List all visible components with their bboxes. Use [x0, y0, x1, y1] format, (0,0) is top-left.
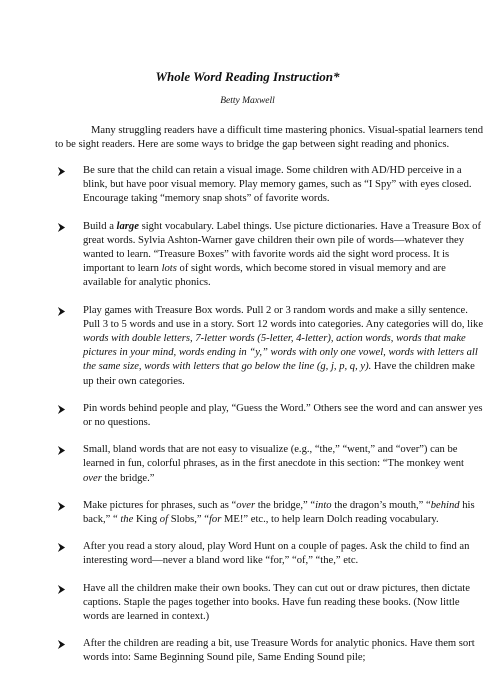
text-run: King [133, 514, 160, 526]
bullet-item [55, 220, 485, 291]
text-run: Slobs,” “ [168, 514, 209, 526]
bullet-text [83, 443, 485, 486]
arrowhead-bullet-icon [57, 585, 66, 594]
text-run: Play games with Treasure Box words. Pull 2 or 3 random words and make a silly sentence. Pull 3 to 5 words and use in a story. Sort 12 words into categories. Any categories will do, like [83, 304, 484, 330]
arrowhead-bullet-icon [57, 223, 66, 232]
bullet-item [55, 402, 485, 430]
text-run: the dragon’s mouth,” “ [331, 499, 431, 511]
bullet-item [55, 443, 485, 486]
arrowhead-bullet-icon [57, 167, 66, 176]
arrowhead-bullet-icon [57, 405, 66, 414]
italic-emphasis: for [208, 514, 222, 526]
document-title: Whole Word Reading Instruction* [155, 69, 340, 84]
bullet-text [83, 540, 485, 568]
italic-emphasis: the [120, 514, 134, 526]
text-run: his back,” “ [83, 499, 475, 526]
intro-paragraph [55, 124, 485, 152]
bold-italic-emphasis: large [116, 220, 139, 232]
arrowhead-bullet-icon [57, 446, 66, 455]
text-run: Have all the children make their own books. They can cut out or draw pictures, then dictate captions. Staple the pages together into books. Have fun reading these books. (Now little words are learned in context.) [83, 582, 470, 623]
bullet-item [55, 637, 485, 665]
arrowhead-bullet-icon [57, 307, 66, 316]
arrowhead-bullet-icon [57, 640, 66, 649]
text-run: After the children are reading a bit, use Treasure Words for analytic phonics. Have them sort words into: Same Beginning Sound pile, Same Ending Sound pile; [83, 638, 475, 664]
italic-emphasis: behind [430, 499, 460, 511]
text-run: ME!” etc., to help learn Dolch reading vocabulary. [221, 514, 439, 526]
bullet-text [83, 304, 485, 389]
text-run: Build a [83, 220, 117, 232]
arrowhead-bullet-icon [57, 502, 66, 511]
bullet-text [83, 582, 485, 625]
text-run: Have the children make up their own categories. [83, 361, 475, 387]
text-run: Pin words behind people and play, “Guess the Word.” Others see the word and can answer yes or no questions. [83, 402, 483, 429]
italic-emphasis: words with double letters, 7-letter words (5-letter, 4-letter), action words, words that make pictures in your mind, words ending in “y,” words with only one vowel, words with letters all the same size, words with letters that go below the line (g, j, p, q, y). [83, 333, 478, 373]
bullet-item [55, 540, 485, 568]
bullet-list [55, 164, 485, 679]
italic-emphasis: of [159, 514, 169, 526]
text-run: Be sure that the child can retain a visual image. Some children with AD/HD perceive in a blink, but have poor visual memory. Play memory games, such as “I Spy” with eyes closed. Encourage taking “memory snap shots” of favorite words. [83, 165, 472, 205]
text-run: the bridge.” [101, 472, 155, 484]
text-run: Make pictures for phrases, such as “ [83, 499, 237, 511]
text-run: the bridge,” “ [255, 499, 316, 511]
bullet-text [83, 499, 485, 527]
text-run: Small, bland words that are not easy to visualize (e.g., “the,” “went,” and “over”) can be learned in fun, colorful phrases, as in the first anecdote in this section: “The monkey went [83, 444, 464, 470]
intro-text: Many struggling readers have a difficult time mastering phonics. Visual-spatial learners tend to be sight readers. Here are some ways to bridge the gap between sight reading and phonics. [55, 125, 484, 150]
bullet-item [55, 499, 485, 527]
italic-emphasis: into [315, 499, 332, 511]
bullet-text [83, 402, 485, 430]
document-author: Betty Maxwell [220, 96, 275, 106]
text-run: sight vocabulary. Label things. Use picture dictionaries. Have a Treasure Box of great words. Sylvia Ashton-Warner gave children their own pile of words—whatever they wanted to learn. “Treasure Boxes” with favorite words aid the sight word process. It is important to learn [83, 220, 481, 275]
italic-emphasis: over [83, 472, 102, 484]
text-run: After you read a story aloud, play Word Hunt on a couple of pages. Ask the child to find an interesting word—never a bland word like “for,” “of,” “the,” etc. [83, 541, 470, 567]
bullet-text [83, 637, 485, 665]
arrowhead-bullet-icon [57, 543, 66, 552]
italic-emphasis: lots [161, 263, 177, 275]
bullet-item [55, 304, 485, 389]
italic-emphasis: over [236, 499, 256, 511]
bullet-item [55, 582, 485, 625]
bullet-item [55, 164, 485, 207]
bullet-text [83, 220, 485, 291]
bullet-text [83, 164, 485, 207]
text-run: of sight words, which become stored in visual memory and are available for analytic phonics. [83, 263, 446, 289]
